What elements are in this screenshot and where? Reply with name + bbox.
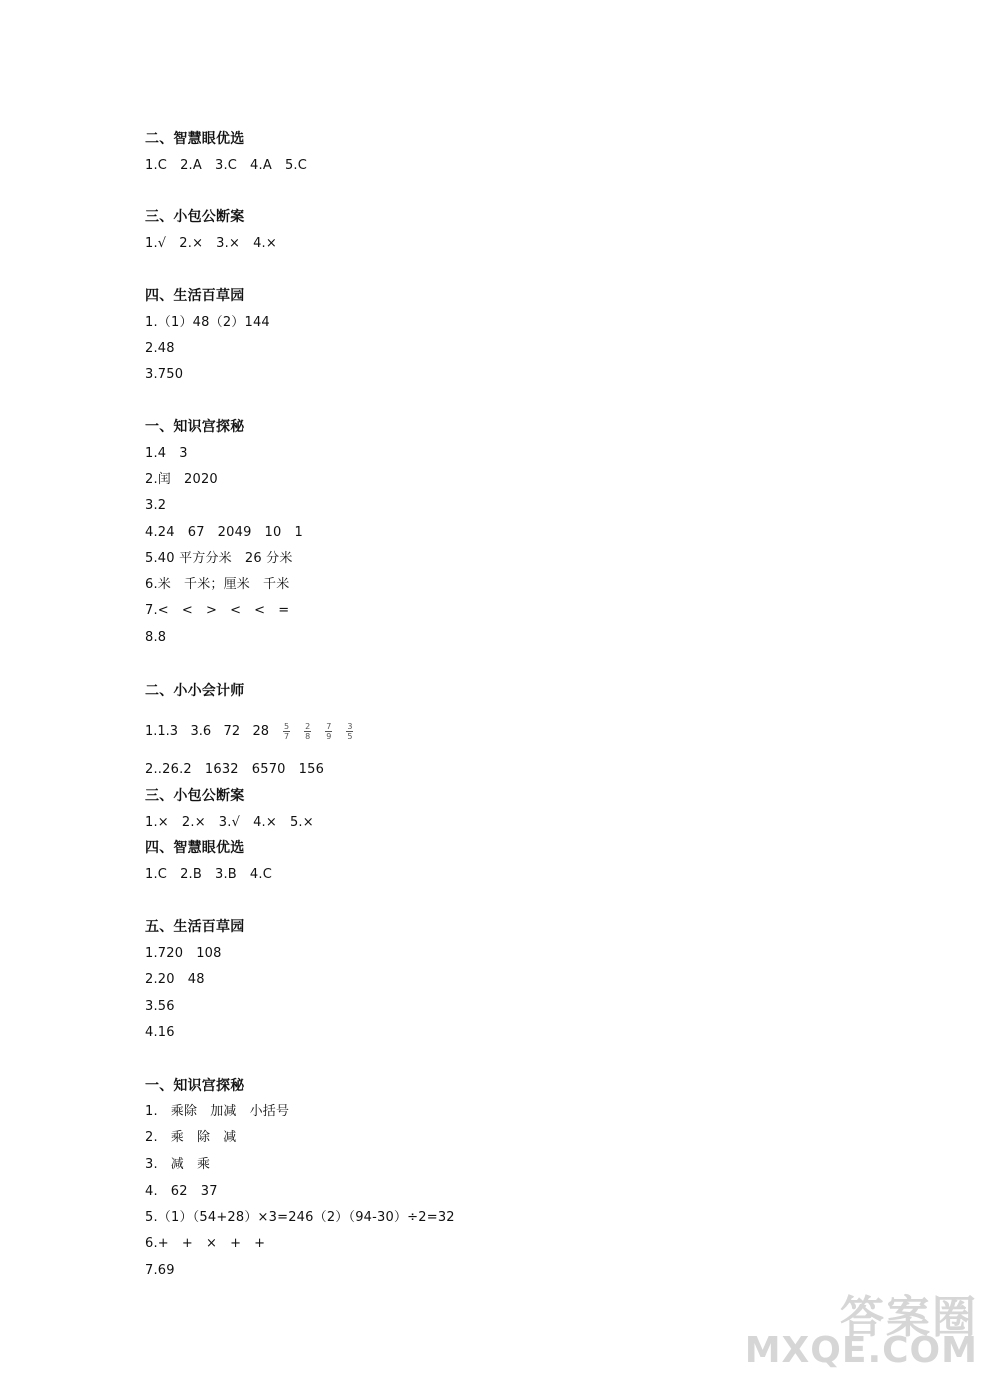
fraction-numerator: 2: [305, 721, 311, 731]
fraction-numerator: 3: [347, 721, 353, 731]
fraction: [346, 722, 353, 741]
answer-line: 3. 减 乘: [145, 1157, 211, 1172]
answer-line: 4.24 67 2049 10 1: [145, 525, 303, 540]
answer-line: 2..26.2 1632 6570 156: [145, 762, 325, 777]
section-heading: 一、知识宫探秘: [145, 419, 245, 435]
answer-line: 1.720 108: [145, 946, 222, 961]
section-heading: 五、生活百草园: [145, 919, 245, 935]
answer-line: 1. 乘除 加减 小括号: [145, 1104, 290, 1119]
answer-line: 7.< < > < < =: [145, 603, 290, 618]
answer-line: 1.C 2.B 3.B 4.C: [145, 867, 272, 882]
answer-line: 1.× 2.× 3.√ 4.× 5.×: [145, 815, 314, 830]
answer-line: 6.+ + × + +: [145, 1236, 266, 1251]
answer-line: 1.4 3: [145, 446, 188, 461]
section-heading: 四、生活百草园: [145, 288, 245, 304]
fraction-numerator: 5: [284, 721, 290, 731]
fraction-denominator: 5: [347, 731, 353, 741]
answer-line: 3.750: [145, 367, 184, 382]
fraction-denominator: 7: [284, 731, 290, 741]
fraction-denominator: 9: [326, 731, 332, 741]
answer-line: 1.C 2.A 3.C 4.A 5.C: [145, 158, 308, 173]
answer-line: 2.48: [145, 341, 175, 356]
answer-line: 7.69: [145, 1263, 175, 1278]
section-heading: 三、小包公断案: [145, 788, 245, 804]
watermark-logo: [744, 1281, 992, 1371]
watermark-text-cn: 答案圈: [840, 1292, 978, 1343]
answer-line: 3.56: [145, 999, 175, 1014]
answer-line: 6.米 千米；厘米 千米: [145, 577, 290, 592]
fraction: [283, 722, 290, 741]
section-heading: 二、智慧眼优选: [145, 131, 245, 147]
fraction: [325, 722, 332, 741]
answer-line: 2.20 48: [145, 972, 205, 987]
section-heading: 一、知识宫探秘: [145, 1078, 245, 1094]
fraction-denominator: 8: [305, 731, 311, 741]
section-heading: 三、小包公断案: [145, 209, 245, 225]
answer-line: 5.（1）（54+28）×3=246（2）（94-30）÷2=32: [145, 1210, 455, 1225]
watermark-text-en: MXQE.COM: [744, 1330, 978, 1371]
answer-line: 1.（1）48（2）144: [145, 315, 270, 330]
fraction-numerator: 7: [326, 721, 332, 731]
answer-line: 4.16: [145, 1025, 175, 1040]
section-heading: 四、智慧眼优选: [145, 840, 245, 856]
answer-line: 8.8: [145, 630, 167, 645]
answer-line: 2. 乘 除 减: [145, 1130, 237, 1145]
section-heading: 二、小小会计师: [145, 683, 245, 699]
answer-line: 1.1.3 3.6 72 28: [145, 723, 270, 739]
answer-line: 2.闰 2020: [145, 472, 218, 487]
answer-line: 4. 62 37: [145, 1184, 218, 1199]
fraction-answer-line: [145, 716, 353, 746]
answer-line: 5.40 平方分米 26 分米: [145, 551, 293, 566]
answer-line: 3.2: [145, 498, 167, 513]
fraction: [304, 722, 311, 741]
answer-line: 1.√ 2.× 3.× 4.×: [145, 236, 277, 251]
